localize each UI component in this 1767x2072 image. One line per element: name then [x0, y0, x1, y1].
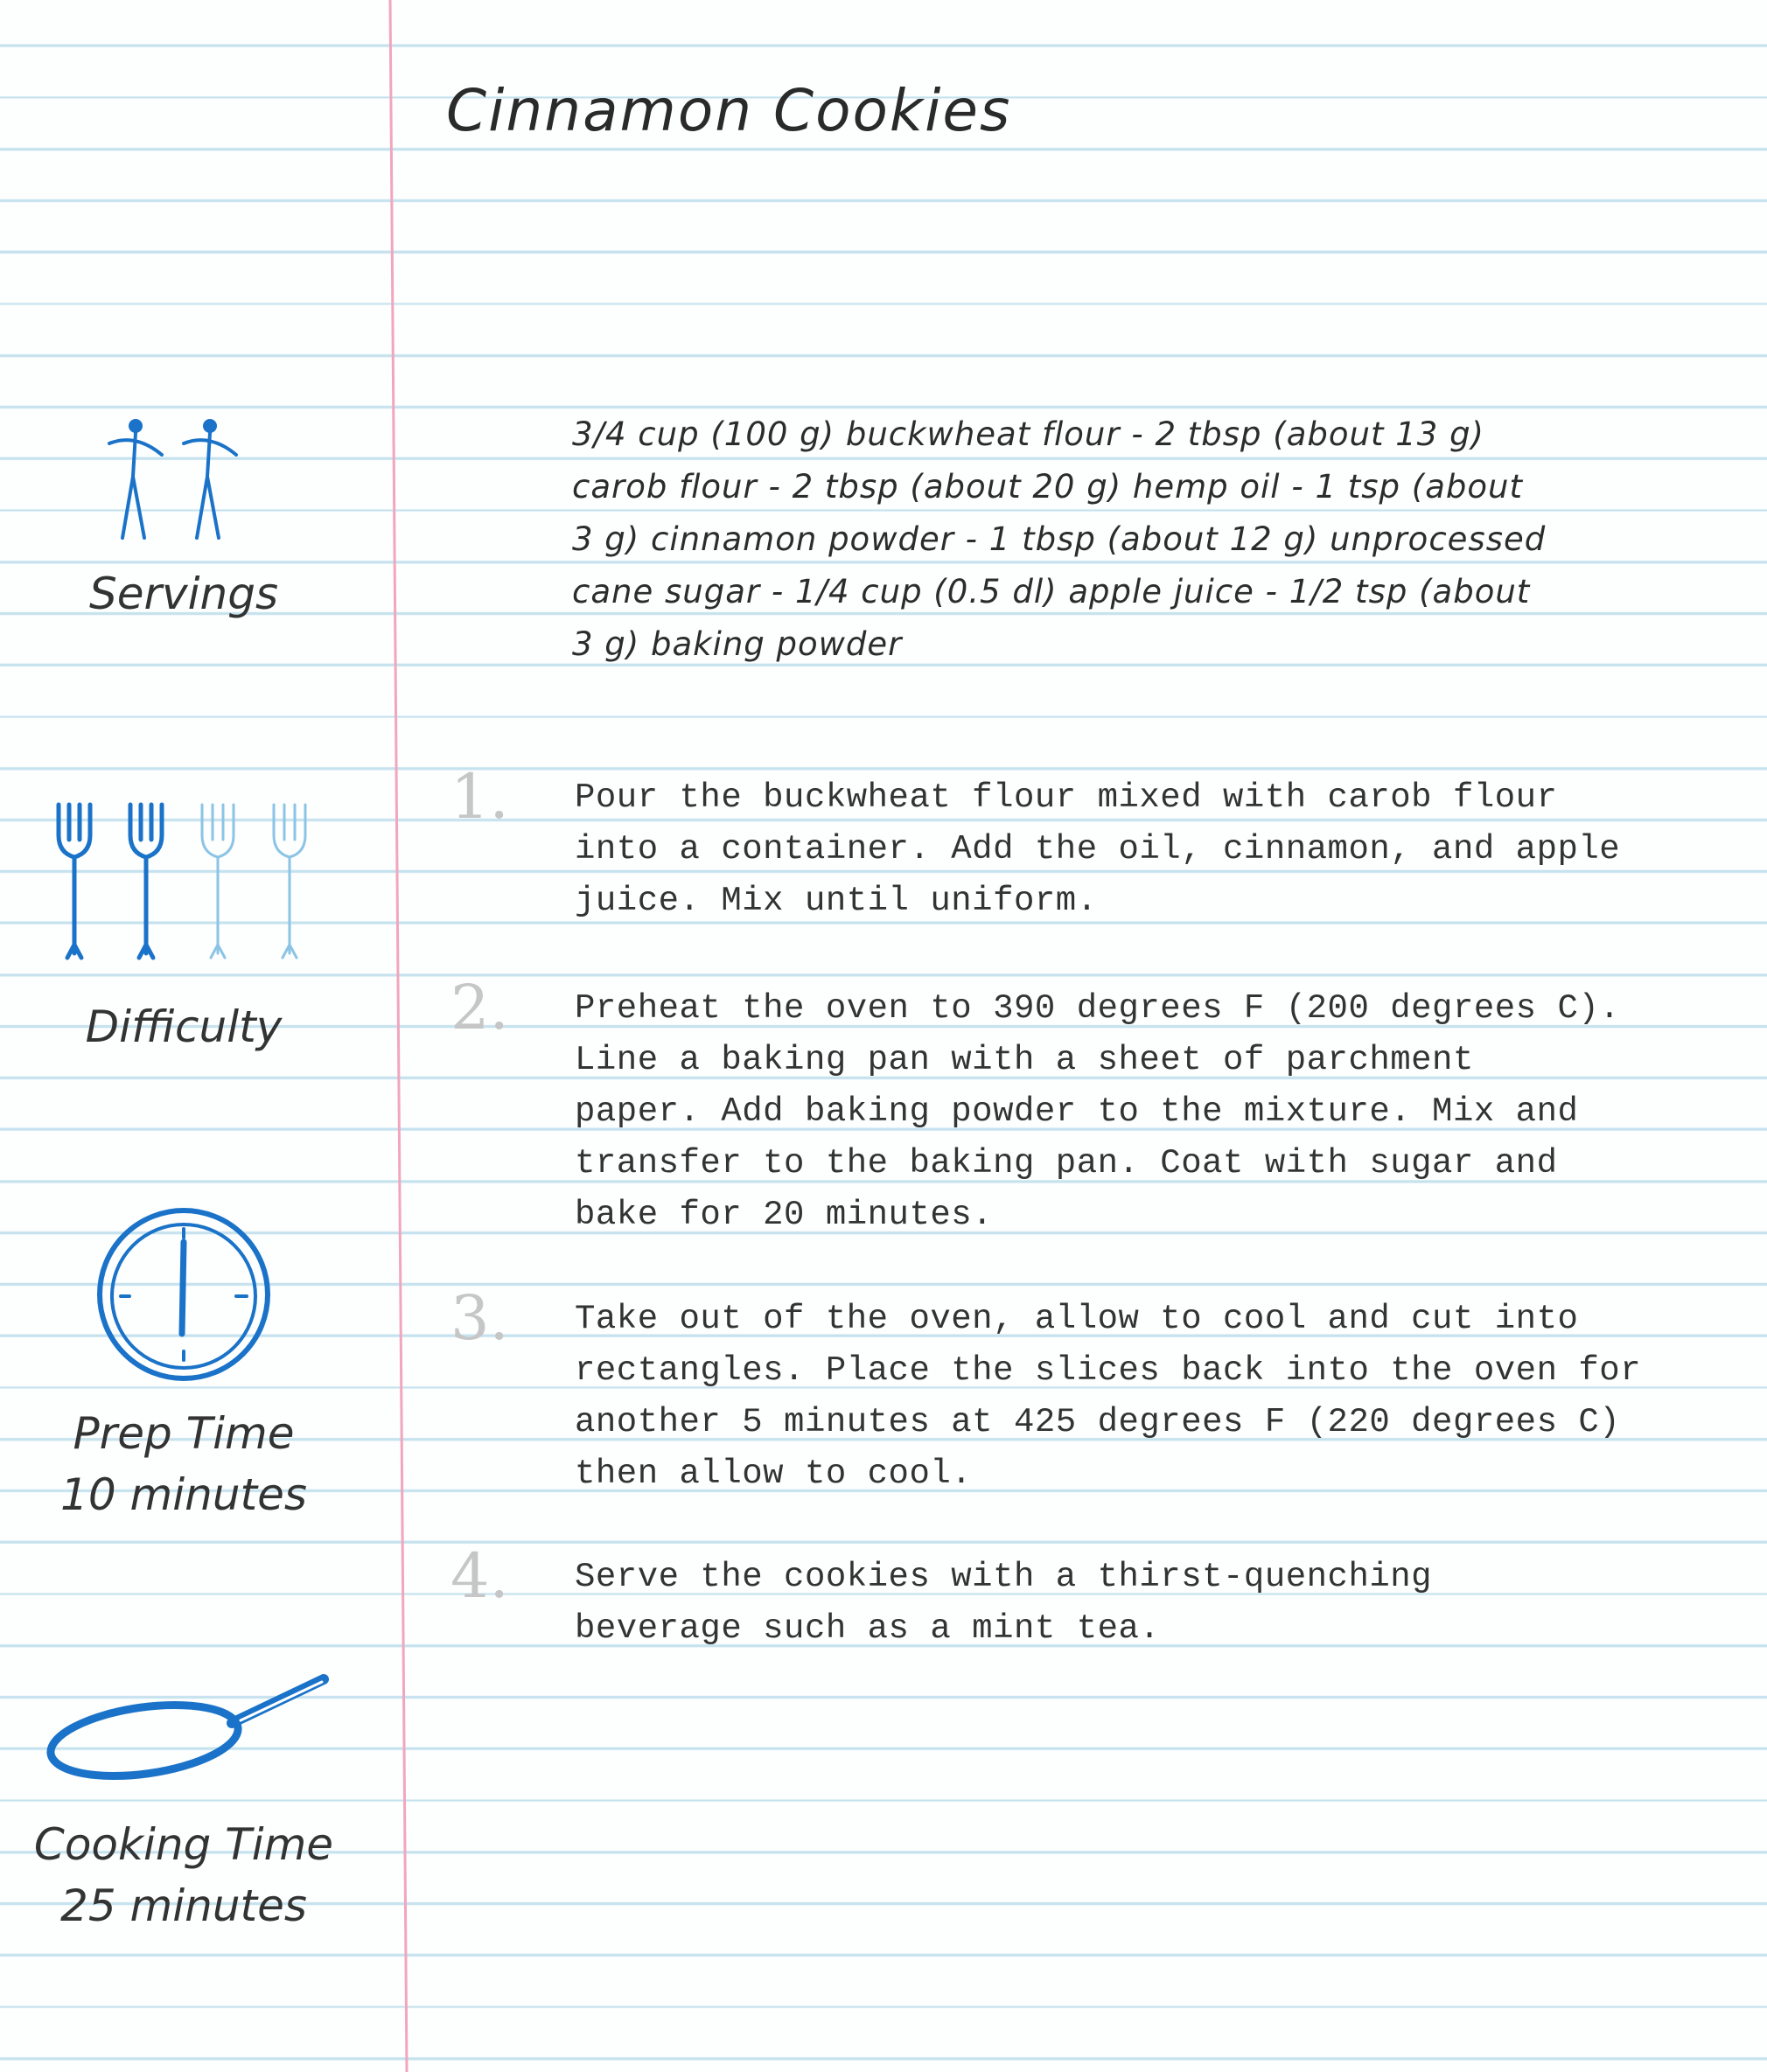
difficulty-label: Difficulty [85, 1001, 283, 1052]
fork-icon [274, 805, 305, 958]
step-text-line: rectangles. Place the slices back into the oven for [575, 1351, 1642, 1390]
ingredient-line: 3 g) cinnamon powder - 1 tbsp (about 12 g) unprocessed [572, 520, 1547, 558]
prep-time-value: 10 minutes [60, 1469, 307, 1520]
fork-icon [202, 805, 234, 958]
step-text-line: transfer to the baking pan. Coat with sugar and [575, 1144, 1558, 1183]
ingredient-line: cane sugar - 1/4 cup (0.5 dl) apple juice - 1/2 tsp (about [572, 573, 1531, 610]
step-text-line: beverage such as a mint tea. [575, 1609, 1161, 1648]
fork-icon [130, 805, 162, 958]
step-text-line: Line a baking pan with a sheet of parchment [575, 1041, 1474, 1079]
step-text-line: then allow to cool. [575, 1455, 973, 1493]
recipe-title: Cinnamon Cookies [446, 77, 1012, 144]
fork-icon [59, 805, 90, 958]
clock-icon [96, 1207, 276, 1386]
step-text-line: into a container. Add the oil, cinnamon, and apple [575, 830, 1621, 869]
ingredient-line: carob flour - 2 tbsp (about 20 g) hemp oil - 1 tsp (about [572, 468, 1523, 506]
step-text-line: Preheat the oven to 390 degrees F (200 degrees C). [575, 989, 1621, 1028]
step-text-line: paper. Add baking powder to the mixture. Mix and [575, 1092, 1579, 1131]
ingredient-line: 3 g) baking powder [572, 625, 903, 663]
step-text-line: bake for 20 minutes. [575, 1196, 994, 1234]
step-text-line: juice. Mix until uniform. [575, 882, 1098, 920]
step-text-line: Pour the buckwheat flour mixed with carob flour [575, 778, 1558, 817]
step-text-line: another 5 minutes at 425 degrees F (220 degrees C) [575, 1403, 1621, 1441]
servings-label: Servings [88, 569, 278, 619]
cooking-time-value: 25 minutes [60, 1880, 307, 1931]
prep-time-label: Prep Time [73, 1408, 295, 1459]
step-number: 3. [450, 1282, 509, 1354]
servings-icon [105, 415, 262, 547]
frying-pan-icon [44, 1666, 341, 1784]
step-text-line: Take out of the oven, allow to cool and cut into [575, 1300, 1579, 1338]
step-number: 4. [450, 1540, 509, 1612]
cooking-time-label: Cooking Time [33, 1819, 334, 1870]
step-number: 1. [450, 761, 509, 833]
difficulty-rating [48, 800, 328, 970]
ingredient-line: 3/4 cup (100 g) buckwheat flour - 2 tbsp (about 13 g) [572, 415, 1484, 453]
step-number: 2. [450, 972, 509, 1043]
step-text-line: Serve the cookies with a thirst-quenching [575, 1558, 1433, 1596]
